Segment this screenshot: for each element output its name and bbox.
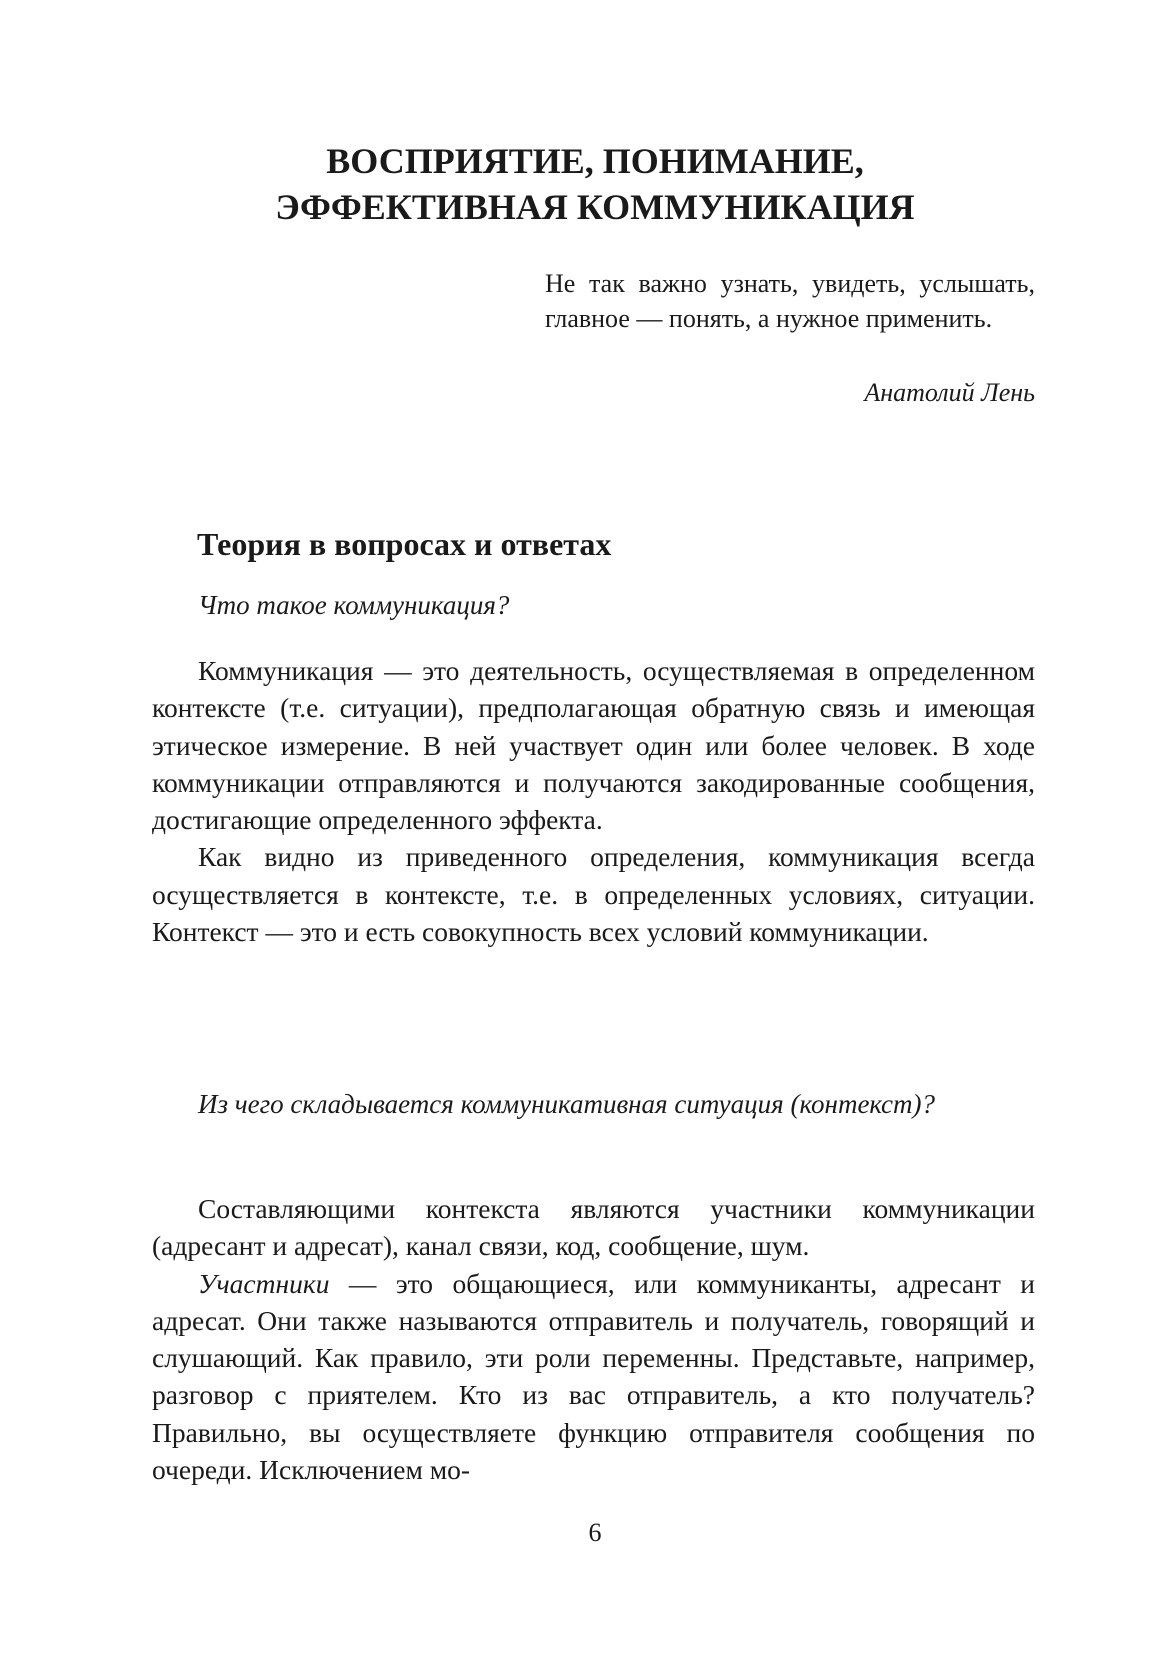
section-heading: Теория в вопросах и ответах xyxy=(197,526,612,562)
answer-block-1 xyxy=(152,652,1035,950)
participants-definition: — это общающиеся, или коммуниканты, адресант и адресат. Они также называются отправитель и получатель, говорящий и слушающий. Как правило, эти роли переменны. Представьте, например, разговор с приятелем. Кто из вас отправитель, а кто получатель? Правильно, вы осуществляете функцию отправителя сообщения по очереди. Исключением мо- xyxy=(152,1267,1035,1486)
question-communicative-situation: Из чего складывается коммуникативная ситуация (контекст)? xyxy=(198,1089,936,1119)
term-participants: Участники xyxy=(198,1267,330,1299)
chapter-title-line-1: ВОСПРИЯТИЕ, ПОНИМАНИЕ, xyxy=(326,141,864,181)
page-number: 6 xyxy=(588,1518,602,1547)
epigraph-author: Анатолий Лень xyxy=(864,378,1035,407)
epigraph-text: Не так важно узнать, увидеть, услышать, главное — понять, а нужное применить. xyxy=(545,269,1035,333)
chapter-title xyxy=(0,138,1166,230)
answer-paragraph-participants xyxy=(152,1265,1035,1489)
chapter-title-line-2: ЭФФЕКТИВНАЯ КОММУНИКАЦИЯ xyxy=(275,187,915,227)
answer-block-2 xyxy=(152,1190,1035,1488)
answer-paragraph: Коммуникация — это деятельность, осуществляемая в определенном контексте (т.е. ситуации), предполагающая обратную связь и имеющая этическое измерение. В ней участвует один или более человек. В ходе коммуникации отправляются и получаются закодированные сообщения, достигающие определенного эффекта. xyxy=(152,655,1035,836)
answer-paragraph: Составляющими контекста являются участники коммуникации (адресант и адресат), канал связи, код, сообщение, шум. xyxy=(152,1193,1035,1262)
question-what-is-communication: Что такое коммуникация? xyxy=(198,590,510,620)
answer-paragraph: Как видно из приведенного определения, коммуникация всегда осуществляется в контексте, т.е. в определенных условиях, ситуации. Контекст — это и есть совокупность всех условий коммуникации. xyxy=(152,841,1035,948)
